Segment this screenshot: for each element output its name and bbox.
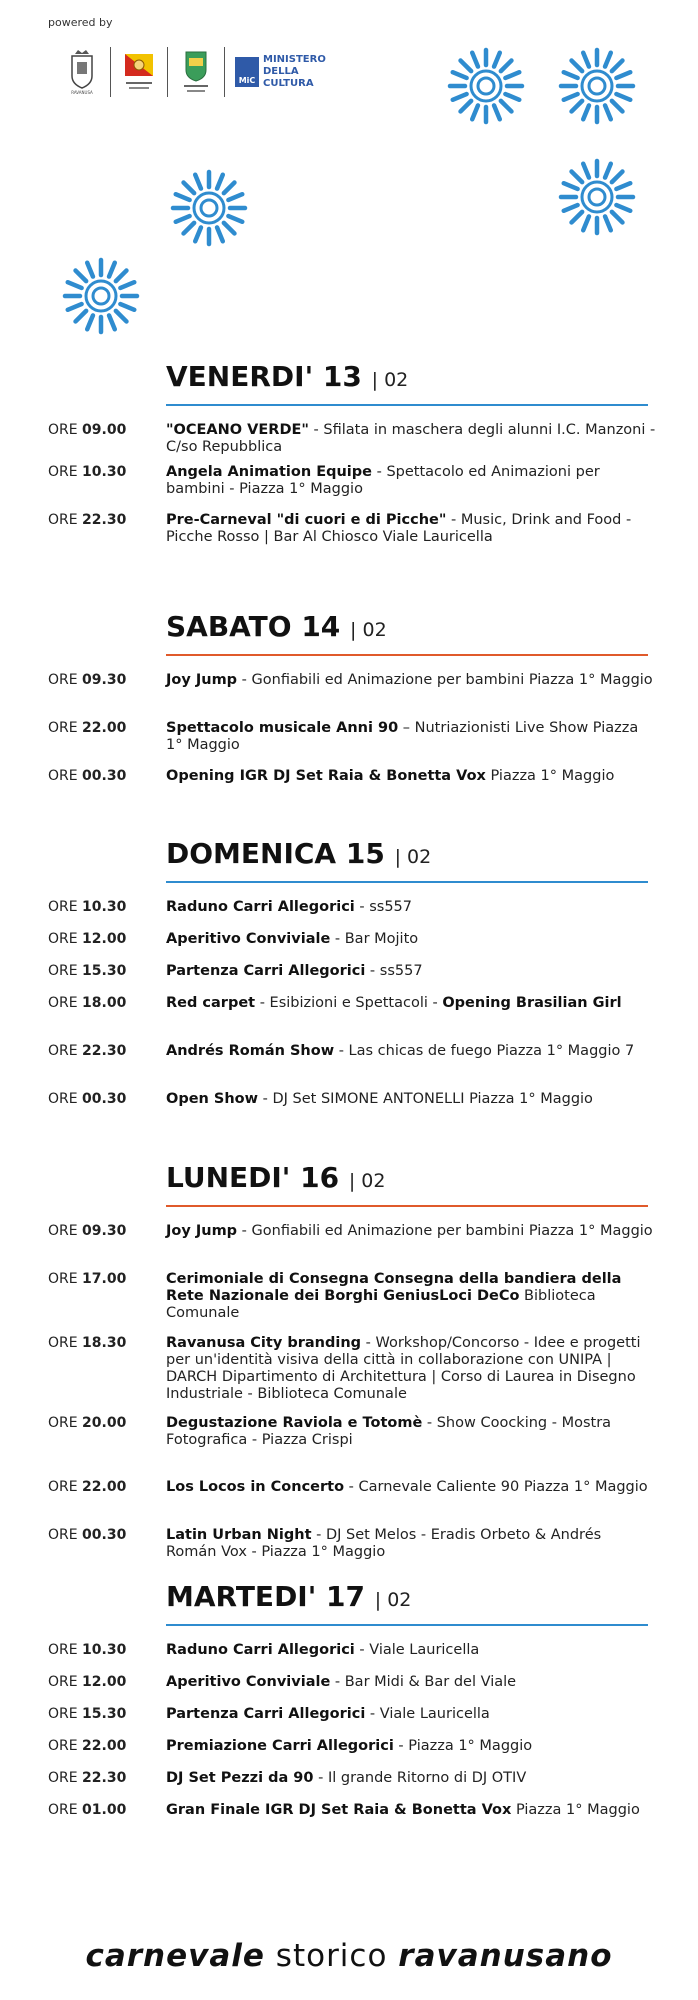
event-time	[48, 1415, 126, 1431]
logo-caption: RAVANUSA	[71, 90, 93, 95]
event-time-value: 12.00	[82, 1674, 127, 1690]
event-title: Joy Jump	[166, 672, 238, 688]
footer-brand-part: carnevale	[85, 1938, 265, 1974]
event-time	[48, 512, 126, 528]
event-details: - Bar Mojito	[330, 931, 419, 947]
day-divider	[166, 654, 648, 656]
footer-brand	[0, 1938, 698, 1974]
event-description	[166, 768, 656, 785]
day-month-suffix: | 02	[371, 369, 409, 391]
day-name: MARTEDI' 17	[166, 1580, 366, 1613]
event-time-prefix: ORE	[48, 1802, 83, 1818]
event-time-prefix: ORE	[48, 720, 83, 736]
event-description	[166, 1802, 656, 1819]
event-title: Opening IGR DJ Set Raia & Bonetta Vox	[166, 768, 486, 784]
event-title: Los Locos in Concerto	[166, 1479, 345, 1495]
event-details: - Spettacolo ed Animazioni per bambini - Piazza 1° Maggio	[166, 464, 600, 497]
event-time-prefix: ORE	[48, 672, 83, 688]
day-name: DOMENICA 15	[166, 837, 385, 870]
event-time	[48, 1335, 126, 1351]
event-details: - Il grande Ritorno di DJ OTIV	[313, 1770, 527, 1786]
event-title: Raduno Carri Allegorici	[166, 1642, 355, 1658]
event-time-prefix: ORE	[48, 931, 83, 947]
event-details: - Workshop/Concorso - Idee e progetti per un'identità visiva della città in collaborazione con UNIPA | DARCH Dipartimento di Architettura | Corso di Laurea in Disegno Industriale - Biblioteca Comunale	[166, 1335, 641, 1402]
event-details: - DJ Set Melos - Eradis Orbeto & Andrés Román Vox - Piazza 1° Maggio	[166, 1527, 602, 1560]
firework-burst-icon	[169, 168, 249, 248]
event-description	[166, 963, 656, 980]
event-description	[166, 1415, 656, 1449]
event-time-value: 22.00	[82, 720, 127, 736]
event-description	[166, 1043, 656, 1060]
event-title: Ravanusa City branding	[166, 1335, 362, 1351]
event-time-value: 00.30	[82, 768, 127, 784]
event-time-value: 09.00	[82, 422, 127, 438]
event-description	[166, 1479, 656, 1496]
footer-brand-part: storico	[264, 1938, 399, 1974]
event-time-value: 00.30	[82, 1527, 127, 1543]
event-time-prefix: ORE	[48, 1642, 83, 1658]
event-title: Pre-Carneval "di cuori e di Picche"	[166, 512, 447, 528]
event-time-prefix: ORE	[48, 512, 83, 528]
event-details: - Gonfiabili ed Animazione per bambini Piazza 1° Maggio	[237, 672, 653, 688]
footer-brand-part: ravanusano	[398, 1938, 613, 1974]
event-time	[48, 464, 126, 480]
ministry-of-culture-logo	[235, 54, 326, 90]
event-description	[166, 1271, 656, 1322]
event-time-value: 00.30	[82, 1091, 127, 1107]
day-month-suffix: | 02	[348, 1170, 386, 1192]
event-time	[48, 1642, 126, 1658]
event-time-value: 01.00	[82, 1802, 127, 1818]
event-description	[166, 1674, 656, 1691]
event-time	[48, 1043, 126, 1059]
event-description	[166, 1642, 656, 1659]
event-details: - Music, Drink and Food - Picche Rosso | Bar Al Chiosco Viale Lauricella	[166, 512, 632, 545]
event-time-value: 22.00	[82, 1479, 127, 1495]
event-details: Piazza 1° Maggio	[511, 1802, 640, 1818]
event-details: - ss557	[354, 899, 413, 915]
event-time	[48, 1802, 126, 1818]
event-time-prefix: ORE	[48, 1091, 83, 1107]
event-description	[166, 1770, 656, 1787]
event-description	[166, 1335, 656, 1403]
event-time	[48, 995, 126, 1011]
event-time-value: 17.00	[82, 1271, 127, 1287]
day-title	[166, 1580, 411, 1613]
event-description	[166, 1527, 656, 1561]
event-title: Red carpet	[166, 995, 256, 1011]
event-time	[48, 963, 126, 979]
sicily-region-icon	[121, 47, 157, 97]
event-time	[48, 1223, 126, 1239]
day-name: SABATO 14	[166, 610, 341, 643]
event-time-value: 18.30	[82, 1335, 127, 1351]
event-description	[166, 672, 656, 689]
event-time-prefix: ORE	[48, 1706, 83, 1722]
event-time-value: 10.30	[82, 1642, 127, 1658]
firework-burst-icon	[61, 256, 141, 336]
event-title-secondary: Opening Brasilian Girl	[442, 995, 622, 1011]
event-title: Aperitivo Conviviale	[166, 1674, 331, 1690]
event-details: - Piazza 1° Maggio	[393, 1738, 533, 1754]
event-description	[166, 422, 656, 456]
event-title: Andrés Román Show	[166, 1043, 335, 1059]
event-details: - Viale Lauricella	[354, 1642, 480, 1658]
event-time	[48, 672, 126, 688]
event-time-prefix: ORE	[48, 768, 83, 784]
event-description	[166, 1738, 656, 1755]
ministry-line: MINISTERO	[263, 54, 326, 65]
event-title: Aperitivo Conviviale	[166, 931, 331, 947]
event-time-prefix: ORE	[48, 1479, 83, 1495]
event-title: Spettacolo musicale Anni 90	[166, 720, 399, 736]
event-details: - Bar Midi & Bar del Viale	[330, 1674, 517, 1690]
event-description	[166, 1706, 656, 1723]
event-title: Partenza Carri Allegorici	[166, 963, 366, 979]
event-time-prefix: ORE	[48, 1738, 83, 1754]
event-time-value: 15.30	[82, 1706, 127, 1722]
event-time-prefix: ORE	[48, 1527, 83, 1543]
event-details: - Viale Lauricella	[365, 1706, 490, 1722]
event-description	[166, 1091, 656, 1108]
event-time-value: 09.30	[82, 1223, 127, 1239]
event-time-prefix: ORE	[48, 1271, 83, 1287]
event-time-value: 12.00	[82, 931, 127, 947]
event-time	[48, 1091, 126, 1107]
event-description	[166, 931, 656, 948]
event-time	[48, 931, 126, 947]
day-divider	[166, 1624, 648, 1626]
event-time-value: 22.30	[82, 1770, 127, 1786]
day-name: VENERDI' 13	[166, 360, 362, 393]
event-title: Joy Jump	[166, 1223, 238, 1239]
coat-of-arms-ravanusa-icon	[64, 47, 100, 97]
event-time-prefix: ORE	[48, 963, 83, 979]
event-time	[48, 1479, 126, 1495]
event-description	[166, 464, 656, 498]
event-time-prefix: ORE	[48, 1223, 83, 1239]
event-title: "OCEANO VERDE"	[166, 422, 309, 438]
event-time	[48, 899, 126, 915]
event-title: DJ Set Pezzi da 90	[166, 1770, 314, 1786]
mic-mark: MiC	[235, 57, 259, 87]
firework-burst-icon	[557, 46, 637, 126]
event-details: - Carnevale Caliente 90 Piazza 1° Maggio	[344, 1479, 648, 1495]
ministry-line: DELLA	[263, 66, 299, 77]
event-time-value: 10.30	[82, 899, 127, 915]
day-divider	[166, 404, 648, 406]
event-title: Gran Finale IGR DJ Set Raia & Bonetta Vox	[166, 1802, 512, 1818]
event-time-value: 22.30	[82, 512, 127, 528]
powered-by-label: powered by	[48, 16, 113, 29]
event-time	[48, 1738, 126, 1754]
event-details: Piazza 1° Maggio	[485, 768, 615, 784]
day-month-suffix: | 02	[394, 846, 432, 868]
event-title: Raduno Carri Allegorici	[166, 899, 355, 915]
event-details: - DJ Set SIMONE ANTONELLI Piazza 1° Maggio	[258, 1091, 593, 1107]
event-description	[166, 995, 656, 1012]
firework-burst-icon	[446, 46, 526, 126]
event-time	[48, 720, 126, 736]
event-time-value: 22.30	[82, 1043, 127, 1059]
event-time-value: 10.30	[82, 464, 127, 480]
event-description	[166, 512, 656, 546]
logo-divider	[167, 47, 168, 97]
logo-divider	[110, 47, 111, 97]
event-time-prefix: ORE	[48, 464, 83, 480]
event-time-prefix: ORE	[48, 995, 83, 1011]
sponsor-logos	[64, 44, 326, 100]
event-title: Open Show	[166, 1091, 259, 1107]
event-title: Premiazione Carri Allegorici	[166, 1738, 394, 1754]
event-time-value: 20.00	[82, 1415, 127, 1431]
event-title: Degustazione Raviola e Totomè	[166, 1415, 423, 1431]
event-time-value: 09.30	[82, 672, 127, 688]
event-description	[166, 1223, 656, 1240]
event-details: - ss557	[365, 963, 423, 979]
firework-burst-icon	[557, 157, 637, 237]
event-title: Partenza Carri Allegorici	[166, 1706, 366, 1722]
event-time	[48, 1527, 126, 1543]
event-time-prefix: ORE	[48, 1674, 83, 1690]
event-time	[48, 1271, 126, 1287]
event-details: Biblioteca Comunale	[166, 1288, 596, 1321]
day-title	[166, 610, 387, 643]
event-time	[48, 768, 126, 784]
regional-assessorate-icon	[178, 47, 214, 97]
event-time	[48, 1674, 126, 1690]
event-details: - Esibizioni e Spettacoli -	[255, 995, 443, 1011]
event-time-prefix: ORE	[48, 1415, 83, 1431]
event-time	[48, 1770, 126, 1786]
event-time	[48, 1706, 126, 1722]
event-time	[48, 422, 126, 438]
event-time-prefix: ORE	[48, 1043, 83, 1059]
event-time-prefix: ORE	[48, 422, 83, 438]
ministry-line: CULTURA	[263, 78, 314, 89]
day-divider	[166, 1205, 648, 1207]
day-title	[166, 360, 408, 393]
event-title: Angela Animation Equipe	[166, 464, 372, 480]
day-title	[166, 1161, 385, 1194]
day-divider	[166, 881, 648, 883]
event-time-value: 22.00	[82, 1738, 127, 1754]
event-time-prefix: ORE	[48, 1335, 83, 1351]
event-description	[166, 720, 656, 754]
event-details: - Las chicas de fuego Piazza 1° Maggio 7	[334, 1043, 635, 1059]
event-title: Cerimoniale di Consegna Consegna della bandiera della Rete Nazionale dei Borghi GeniusLoci DeCo	[166, 1271, 622, 1304]
event-time-prefix: ORE	[48, 1770, 83, 1786]
event-details: – Nutriazionisti Live Show Piazza 1° Maggio	[166, 720, 639, 753]
event-time-value: 18.00	[82, 995, 127, 1011]
day-name: LUNEDI' 16	[166, 1161, 340, 1194]
event-title: Latin Urban Night	[166, 1527, 312, 1543]
event-time-prefix: ORE	[48, 899, 83, 915]
event-details: - Show Coocking - Mostra Fotografica - Piazza Crispi	[166, 1415, 612, 1448]
event-description	[166, 899, 656, 916]
event-details: - Sfilata in maschera degli alunni I.C. Manzoni - C/so Repubblica	[166, 422, 656, 455]
event-time-value: 15.30	[82, 963, 127, 979]
day-title	[166, 837, 431, 870]
event-details: - Gonfiabili ed Animazione per bambini Piazza 1° Maggio	[237, 1223, 653, 1239]
day-month-suffix: | 02	[374, 1589, 412, 1611]
day-month-suffix: | 02	[350, 619, 387, 641]
logo-divider	[224, 47, 225, 97]
